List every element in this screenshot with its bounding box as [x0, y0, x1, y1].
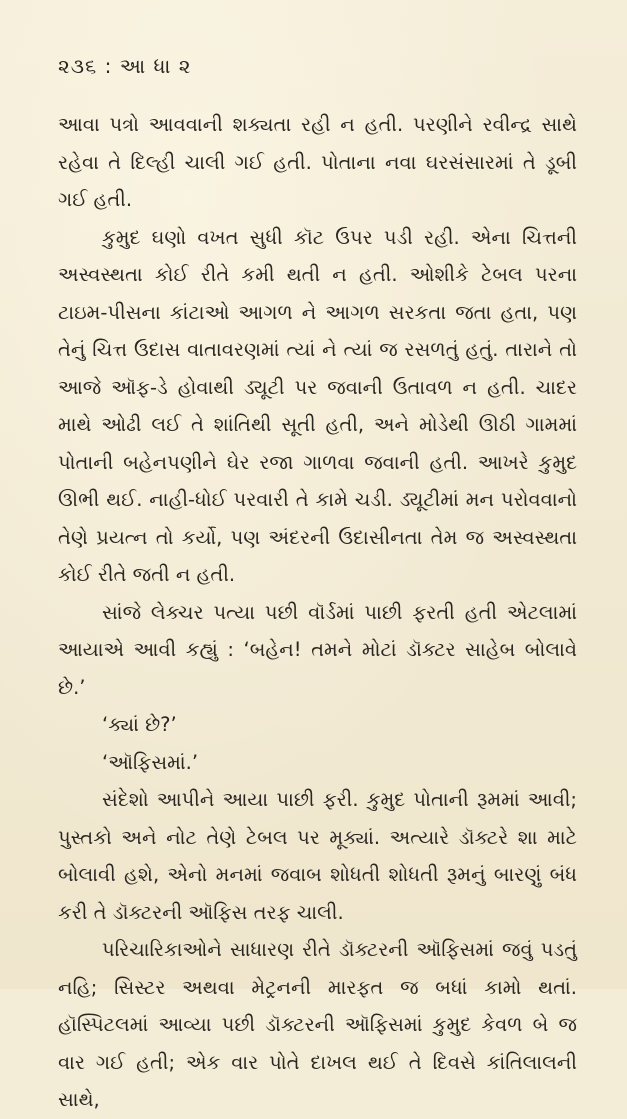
paragraph: સંદેશો આપીને આયા પાછી ફરી. કુમુદ પોતાની રૂમમાં આવી; પુસ્તકો અને નોટ તેણે ટેબલ પર મૂક્યાં. અત્યારે ડૉક્ટરે શા માટે બોલાવી હશે, એનો મનમાં જવાબ શોધતી શોધતી રૂમનું બારણું બંધ કરી તે ડૉક્ટરની ઑફિસ તરફ ચાલી. — [58, 788, 577, 924]
paragraph: આવા પત્રો આવવાની શક્યતા રહી ન હતી. પરણીને રવીન્દ્ર સાથે રહેવા તે દિલ્હી ચાલી ગઈ હતી. પોતાના નવા ઘરસંસારમાં તે ડૂબી ગઈ હતી. — [58, 113, 577, 211]
header-separator: : — [104, 54, 113, 78]
page-number: ૨૩૬ — [58, 54, 98, 78]
book-title: આ ધા ૨ — [119, 54, 192, 78]
paragraph: કુમુદ ઘણો વખત સુધી કૉટ ઉપર પડી રહી. એના ચિત્તની અસ્વસ્થતા કોઈ રીતે કમી થતી ન હતી. ઓશીકે ટેબલ પરના ટાઇમ-પીસના કાંટાઓ આગળ ને આગળ સરકતા જતા હતા, પણ તેનું ચિત્ત ઉદાસ વાતાવરણમાં ત્યાં ને ત્યાં જ રસળતું હતું. તારાને તો આજે ઑફ-ડે હોવાથી ડ્યૂટી પર જવાની ઉતાવળ ન હતી. ચાદર માથે ઓઢી લઈ તે શાંતિથી સૂતી હતી, અને મોડેથી ઊઠી ગામમાં પોતાની બહેનપણીને ઘેર રજા ગાળવા જવાની હતી. આખરે કુમુદ ઊભી થઈ. નાહી-ધોઈ પરવારી તે કામે ચડી. ડ્યૂટીમાં મન પરોવવાનો તેણે પ્રયત્ન તો કર્યો, પણ અંદરની ઉદાસીનતા તેમ જ અસ્વસ્થતા કોઈ રીતે જતી ન હતી. — [58, 225, 577, 586]
paragraph: પરિચારિકાઓને સાધારણ રીતે ડૉક્ટરની ઑફિસમાં જવું પડતું નહિ; સિસ્ટર અથવા મેટ્રનની મારફત જ બધાં કામો થતાં. હૉસ્પિટલમાં આવ્યા પછી ડૉક્ટરની ઑફિસમાં કુમુદ કેવળ બે જ વાર ગઈ હતી; એક વાર પોતે દાખલ થઈ તે દિવસે કાંતિલાલની સાથે, — [58, 938, 577, 1111]
dialogue-line: ‘ઑફિસમાં.’ — [102, 750, 199, 774]
page-body — [58, 106, 577, 1119]
paragraph: સાંજે લેક્ચર પત્યા પછી વૉર્ડમાં પાછી ફરતી હતી એટલામાં આયાએ આવી કહ્યું : ‘બહેન! તમને મોટાં ડૉક્ટર સાહેબ બોલાવે છે.’ — [58, 600, 577, 699]
dialogue-line: ‘ક્યાં છે?’ — [102, 713, 177, 736]
running-header — [58, 52, 577, 80]
